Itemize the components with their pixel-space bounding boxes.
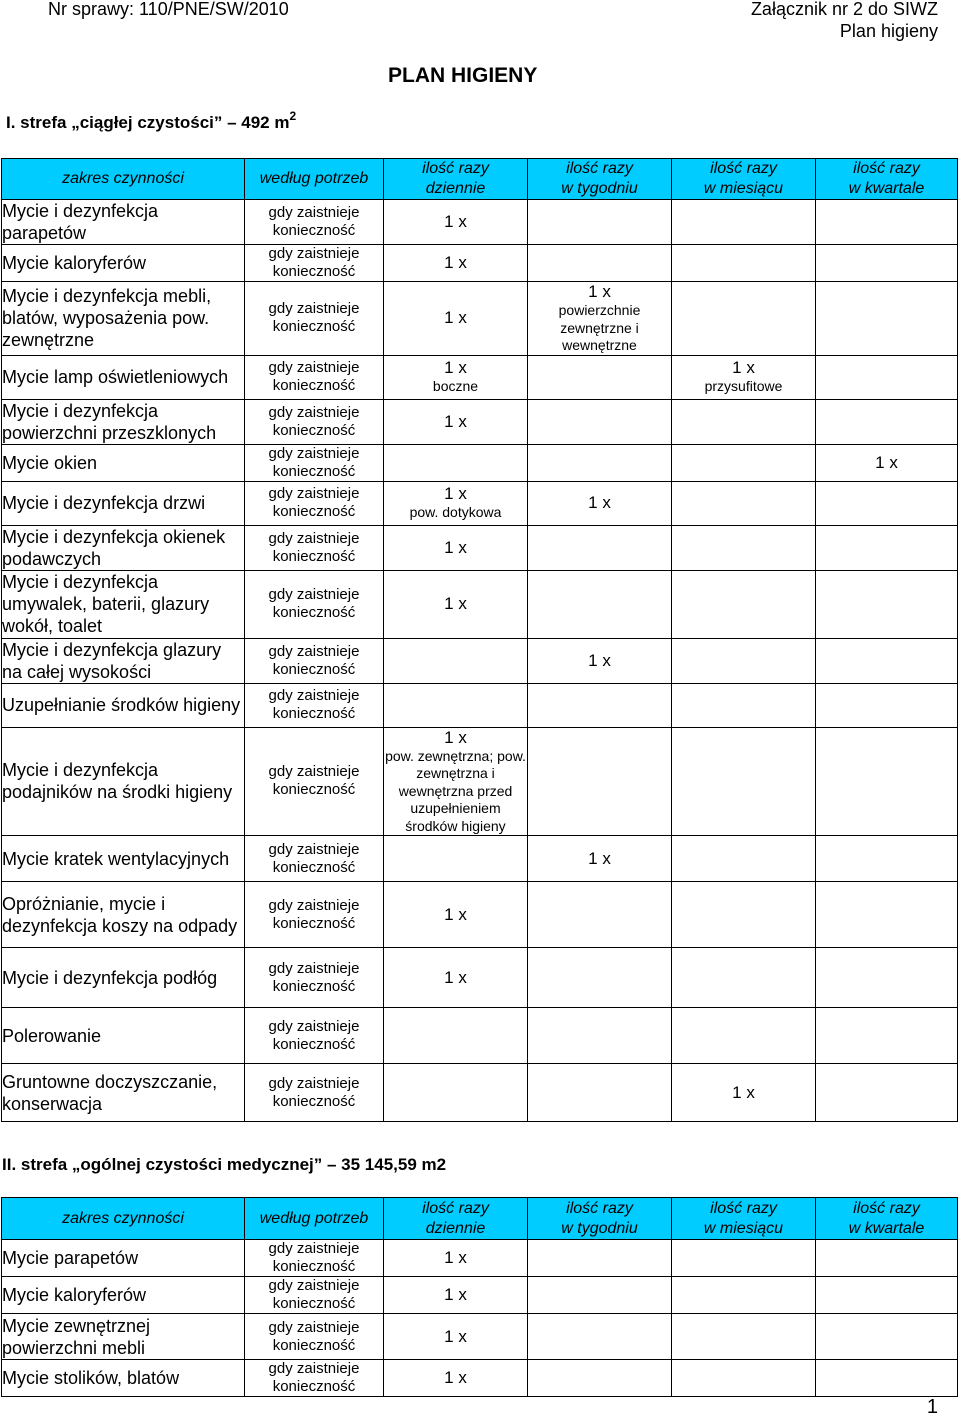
cell-task: Mycie lamp oświetleniowych: [2, 355, 245, 399]
cell-quarterly: [816, 444, 958, 481]
cell-weekly: [528, 399, 672, 444]
table-row: [2, 1240, 958, 1277]
table-row: [2, 570, 958, 638]
cell-daily: [384, 727, 528, 836]
cell-daily: [384, 355, 528, 399]
cell-need: gdy zaistnieje konieczność: [245, 200, 384, 245]
cell-quarterly: [816, 948, 958, 1008]
cell-weekly: [528, 1314, 672, 1360]
section1-table: [1, 158, 958, 1122]
cell-weekly: [528, 282, 672, 356]
frequency-value: 1 x: [732, 358, 755, 378]
cell-monthly: [672, 836, 816, 882]
cell-quarterly: [816, 282, 958, 356]
table-row: [2, 1008, 958, 1064]
frequency-value: 1 x: [444, 411, 467, 431]
cell-weekly: [528, 355, 672, 399]
frequency-value: 1 x: [444, 308, 467, 328]
cell-need: gdy zaistnieje konieczność: [245, 1277, 384, 1314]
header-quarterly: ilość razy w kwartale: [816, 1198, 958, 1240]
cell-monthly: [672, 1240, 816, 1277]
attachment-label: Załącznik nr 2 do SIWZ: [750, 0, 938, 19]
cell-task: Gruntowne doczyszczanie, konserwacja: [2, 1064, 245, 1122]
cell-monthly: [672, 948, 816, 1008]
table-header-row: [2, 159, 958, 200]
page-title: PLAN HIGIENY: [388, 64, 538, 87]
header-daily: ilość razy dziennie: [384, 159, 528, 200]
cell-need: gdy zaistnieje konieczność: [245, 638, 384, 683]
cell-weekly: [528, 836, 672, 882]
cell-daily: [384, 1360, 528, 1397]
cell-daily: [384, 1277, 528, 1314]
cell-need: gdy zaistnieje konieczność: [245, 444, 384, 481]
cell-quarterly: [816, 245, 958, 282]
cell-monthly: [672, 1008, 816, 1064]
frequency-value: 1 x: [444, 1326, 467, 1346]
document-name: Plan higieny: [839, 21, 938, 41]
cell-quarterly: [816, 1064, 958, 1122]
header-monthly: ilość razy w miesiącu: [672, 1198, 816, 1240]
cell-quarterly: [816, 882, 958, 948]
cell-monthly: [672, 1314, 816, 1360]
cell-need: gdy zaistnieje konieczność: [245, 882, 384, 948]
cell-quarterly: [816, 525, 958, 570]
cell-quarterly: [816, 638, 958, 683]
table-row: [2, 836, 958, 882]
header-weekly: ilość razy w tygodniu: [528, 159, 672, 200]
cell-need: gdy zaistnieje konieczność: [245, 683, 384, 727]
frequency-value: 1 x: [444, 967, 467, 987]
table-row: [2, 481, 958, 525]
cell-task: Polerowanie: [2, 1008, 245, 1064]
cell-daily: [384, 1008, 528, 1064]
table-row: [2, 1360, 958, 1397]
cell-need: gdy zaistnieje konieczność: [245, 1064, 384, 1122]
frequency-value: 1 x: [875, 452, 898, 472]
cell-daily: [384, 570, 528, 638]
frequency-note: pow. zewnętrzna; pow. zewnętrzna i wewnętrzna przed uzupełnieniem środków higieny: [385, 747, 526, 834]
cell-monthly: [672, 444, 816, 481]
cell-need: gdy zaistnieje konieczność: [245, 1008, 384, 1064]
cell-monthly: [672, 1064, 816, 1122]
table-row: [2, 525, 958, 570]
cell-daily: [384, 1064, 528, 1122]
cell-task: Mycie kaloryferów: [2, 245, 245, 282]
cell-need: gdy zaistnieje konieczność: [245, 1240, 384, 1277]
cell-task: Uzupełnianie środków higieny: [2, 683, 245, 727]
cell-need: gdy zaistnieje konieczność: [245, 727, 384, 836]
table-row: [2, 282, 958, 356]
cell-task: Mycie i dezynfekcja powierzchni przeszklonych: [2, 399, 245, 444]
table-row: [2, 948, 958, 1008]
cell-quarterly: [816, 570, 958, 638]
cell-task: Mycie kratek wentylacyjnych: [2, 836, 245, 882]
header-quarterly: ilość razy w kwartale: [816, 159, 958, 200]
frequency-value: 1 x: [444, 594, 467, 613]
frequency-value: 1 x: [588, 493, 611, 512]
frequency-value: 1 x: [444, 484, 467, 504]
cell-quarterly: [816, 1008, 958, 1064]
cell-monthly: [672, 683, 816, 727]
cell-weekly: [528, 481, 672, 525]
cell-task: Opróżnianie, mycie i dezynfekcja koszy na odpady: [2, 882, 245, 948]
cell-task: Mycie i dezynfekcja mebli, blatów, wyposażenia pow. zewnętrzne: [2, 282, 245, 356]
frequency-value: 1 x: [444, 537, 467, 557]
page-number: 1: [926, 1396, 938, 1418]
cell-quarterly: [816, 836, 958, 882]
cell-quarterly: [816, 355, 958, 399]
cell-daily: [384, 638, 528, 683]
frequency-value: 1 x: [444, 1285, 467, 1304]
cell-monthly: [672, 355, 816, 399]
header-task: zakres czynności: [2, 159, 245, 200]
cell-task: Mycie i dezynfekcja parapetów: [2, 200, 245, 245]
cell-need: gdy zaistnieje konieczność: [245, 948, 384, 1008]
cell-need: gdy zaistnieje konieczność: [245, 525, 384, 570]
cell-daily: [384, 683, 528, 727]
document-header-right: [751, 0, 938, 42]
cell-task: Mycie i dezynfekcja podajników na środki higieny: [2, 727, 245, 836]
frequency-value: 1 x: [444, 253, 467, 272]
frequency-value: 1 x: [444, 727, 467, 747]
frequency-note: przysufitowe: [704, 378, 783, 395]
cell-daily: [384, 525, 528, 570]
frequency-value: 1 x: [588, 650, 611, 670]
cell-monthly: [672, 1360, 816, 1397]
table-row: [2, 355, 958, 399]
cell-daily: [384, 836, 528, 882]
cell-need: gdy zaistnieje konieczność: [245, 245, 384, 282]
cell-task: Mycie i dezynfekcja glazury na całej wysokości: [2, 638, 245, 683]
cell-quarterly: [816, 200, 958, 245]
cell-weekly: [528, 1240, 672, 1277]
cell-weekly: [528, 525, 672, 570]
cell-quarterly: [816, 683, 958, 727]
cell-monthly: [672, 200, 816, 245]
section1-title-text: I. strefa „ciągłej czystości” – 492 m: [6, 113, 290, 132]
cell-monthly: [672, 1277, 816, 1314]
cell-need: gdy zaistnieje konieczność: [245, 399, 384, 444]
header-daily: ilość razy dziennie: [384, 1198, 528, 1240]
frequency-note: powierzchnie zewnętrzne i wewnętrzne: [558, 302, 641, 353]
cell-weekly: [528, 200, 672, 245]
cell-quarterly: [816, 1240, 958, 1277]
cell-task: Mycie i dezynfekcja podłóg: [2, 948, 245, 1008]
table-row: [2, 683, 958, 727]
cell-daily: [384, 245, 528, 282]
frequency-note: boczne: [432, 378, 479, 395]
frequency-value: 1 x: [444, 358, 467, 378]
cell-daily: [384, 1314, 528, 1360]
cell-monthly: [672, 525, 816, 570]
cell-quarterly: [816, 727, 958, 836]
header-monthly: ilość razy w miesiącu: [672, 159, 816, 200]
cell-task: Mycie zewnętrznej powierzchni mebli: [2, 1314, 245, 1360]
cell-daily: [384, 948, 528, 1008]
cell-quarterly: [816, 1277, 958, 1314]
table-row: [2, 727, 958, 836]
table-row: [2, 200, 958, 245]
table-row: [2, 638, 958, 683]
cell-task: Mycie kaloryferów: [2, 1277, 245, 1314]
cell-task: Mycie parapetów: [2, 1240, 245, 1277]
section1-title: [6, 109, 297, 134]
cell-weekly: [528, 570, 672, 638]
cell-monthly: [672, 245, 816, 282]
cell-monthly: [672, 282, 816, 356]
table-row: [2, 1064, 958, 1122]
table-row: [2, 245, 958, 282]
cell-need: gdy zaistnieje konieczność: [245, 481, 384, 525]
cell-need: gdy zaistnieje konieczność: [245, 1360, 384, 1397]
header-need: według potrzeb: [245, 159, 384, 200]
table-row: [2, 444, 958, 481]
frequency-value: 1 x: [732, 1082, 755, 1102]
cell-need: gdy zaistnieje konieczność: [245, 282, 384, 356]
header-task: zakres czynności: [2, 1198, 245, 1240]
cell-weekly: [528, 948, 672, 1008]
cell-quarterly: [816, 481, 958, 525]
header-need: według potrzeb: [245, 1198, 384, 1240]
cell-daily: [384, 481, 528, 525]
frequency-value: 1 x: [444, 1368, 467, 1387]
cell-daily: [384, 399, 528, 444]
frequency-value: 1 x: [444, 212, 467, 231]
cell-weekly: [528, 245, 672, 282]
table-row: [2, 882, 958, 948]
cell-monthly: [672, 882, 816, 948]
cell-task: Mycie okien: [2, 444, 245, 481]
cell-quarterly: [816, 1360, 958, 1397]
frequency-value: 1 x: [444, 1248, 467, 1267]
cell-task: Mycie i dezynfekcja drzwi: [2, 481, 245, 525]
cell-weekly: [528, 727, 672, 836]
table-header-row: [2, 1198, 958, 1240]
section2-title: II. strefa „ogólnej czystości medycznej” – 35 145,59 m2: [2, 1155, 447, 1174]
cell-need: gdy zaistnieje konieczność: [245, 570, 384, 638]
cell-task: Mycie i dezynfekcja umywalek, baterii, glazury wokół, toalet: [2, 570, 245, 638]
cell-weekly: [528, 882, 672, 948]
cell-monthly: [672, 570, 816, 638]
cell-daily: [384, 444, 528, 481]
cell-daily: [384, 282, 528, 356]
cell-weekly: [528, 638, 672, 683]
cell-monthly: [672, 727, 816, 836]
section2-table: [1, 1197, 958, 1397]
case-number: Nr sprawy: 110/PNE/SW/2010: [48, 0, 289, 19]
cell-daily: [384, 200, 528, 245]
cell-monthly: [672, 638, 816, 683]
cell-weekly: [528, 1064, 672, 1122]
cell-monthly: [672, 399, 816, 444]
table-row: [2, 1314, 958, 1360]
header-weekly: ilość razy w tygodniu: [528, 1198, 672, 1240]
cell-weekly: [528, 1360, 672, 1397]
table-row: [2, 399, 958, 444]
cell-quarterly: [816, 1314, 958, 1360]
cell-daily: [384, 882, 528, 948]
cell-monthly: [672, 481, 816, 525]
cell-weekly: [528, 1277, 672, 1314]
cell-task: Mycie stolików, blatów: [2, 1360, 245, 1397]
cell-weekly: [528, 444, 672, 481]
cell-need: gdy zaistnieje konieczność: [245, 836, 384, 882]
frequency-note: pow. dotykowa: [409, 504, 502, 521]
cell-weekly: [528, 1008, 672, 1064]
cell-weekly: [528, 683, 672, 727]
table-row: [2, 1277, 958, 1314]
cell-need: gdy zaistnieje konieczność: [245, 355, 384, 399]
cell-need: gdy zaistnieje konieczność: [245, 1314, 384, 1360]
frequency-value: 1 x: [444, 904, 467, 924]
frequency-value: 1 x: [588, 282, 611, 301]
section1-title-superscript: 2: [289, 109, 297, 123]
cell-quarterly: [816, 399, 958, 444]
cell-task: Mycie i dezynfekcja okienek podawczych: [2, 525, 245, 570]
cell-daily: [384, 1240, 528, 1277]
frequency-value: 1 x: [588, 848, 611, 868]
